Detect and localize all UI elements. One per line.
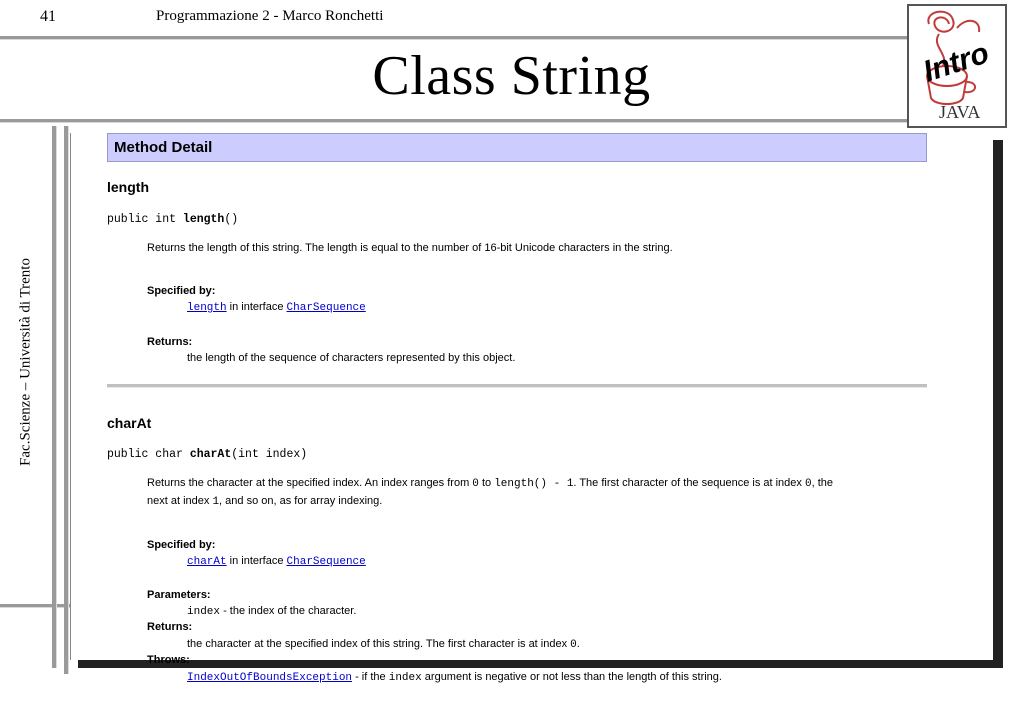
left-vertical-bar <box>52 126 57 668</box>
throws-value: IndexOutOfBoundsException - if the index argument is negative or not less than the length of this string. <box>187 671 722 684</box>
method-name-length: length <box>107 179 149 195</box>
description-length: Returns the length of this string. The length is equal to the number of 16-bit Unicode characters in the string. <box>147 242 673 254</box>
slide-title: Class String <box>372 45 651 107</box>
charat-link[interactable]: charAt <box>187 556 227 568</box>
indexoutofbounds-link[interactable]: IndexOutOfBoundsException <box>187 672 353 684</box>
charsequence-link-2[interactable]: CharSequence <box>286 556 366 568</box>
title-rule <box>0 119 908 123</box>
bottom-rule <box>0 604 72 608</box>
specified-by-label-charat: Specified by: <box>147 539 216 551</box>
logo-intro-text: Intro <box>919 36 993 89</box>
side-caption: Fac.Scienze – Università di Trento <box>17 258 34 466</box>
right-vertical-bar <box>64 126 69 674</box>
slide-number: 41 <box>40 8 56 25</box>
charsequence-link[interactable]: CharSequence <box>286 302 366 314</box>
horizontal-divider <box>107 384 927 388</box>
parameters-label: Parameters: <box>147 589 211 601</box>
method-detail-header: Method Detail <box>107 133 927 162</box>
specified-by-value: length in interface CharSequence <box>187 301 366 314</box>
logo-java-text: JAVA <box>939 102 981 122</box>
signature-charat: public char charAt(int index) <box>107 448 308 461</box>
returns-label: Returns: <box>147 336 193 348</box>
course-header: Programmazione 2 - Marco Ronchetti <box>156 8 384 24</box>
description-charat: Returns the character at the specified index. An index ranges from 0 to length() - 1. The first character of the sequence is at index 0, the next at index 1, and so on, as for array indexing. <box>147 477 833 508</box>
intro-java-logo <box>907 4 1007 128</box>
throws-label: Throws: <box>147 654 190 666</box>
signature-length: public int length() <box>107 213 239 226</box>
specified-by-value-charat: charAt in interface CharSequence <box>187 555 366 568</box>
returns-value: the length of the sequence of characters represented by this object. <box>187 352 516 364</box>
length-link[interactable]: length <box>187 302 227 314</box>
specified-by-label: Specified by: <box>147 285 216 297</box>
returns-label-charat: Returns: <box>147 621 193 633</box>
returns-value-charat: the character at the specified index of this string. The first character is at index 0. <box>187 638 580 651</box>
javadoc-content <box>70 133 1010 708</box>
top-rule <box>0 36 908 40</box>
method-name-charat: charAt <box>107 415 152 431</box>
parameters-value: index - the index of the character. <box>187 605 357 618</box>
